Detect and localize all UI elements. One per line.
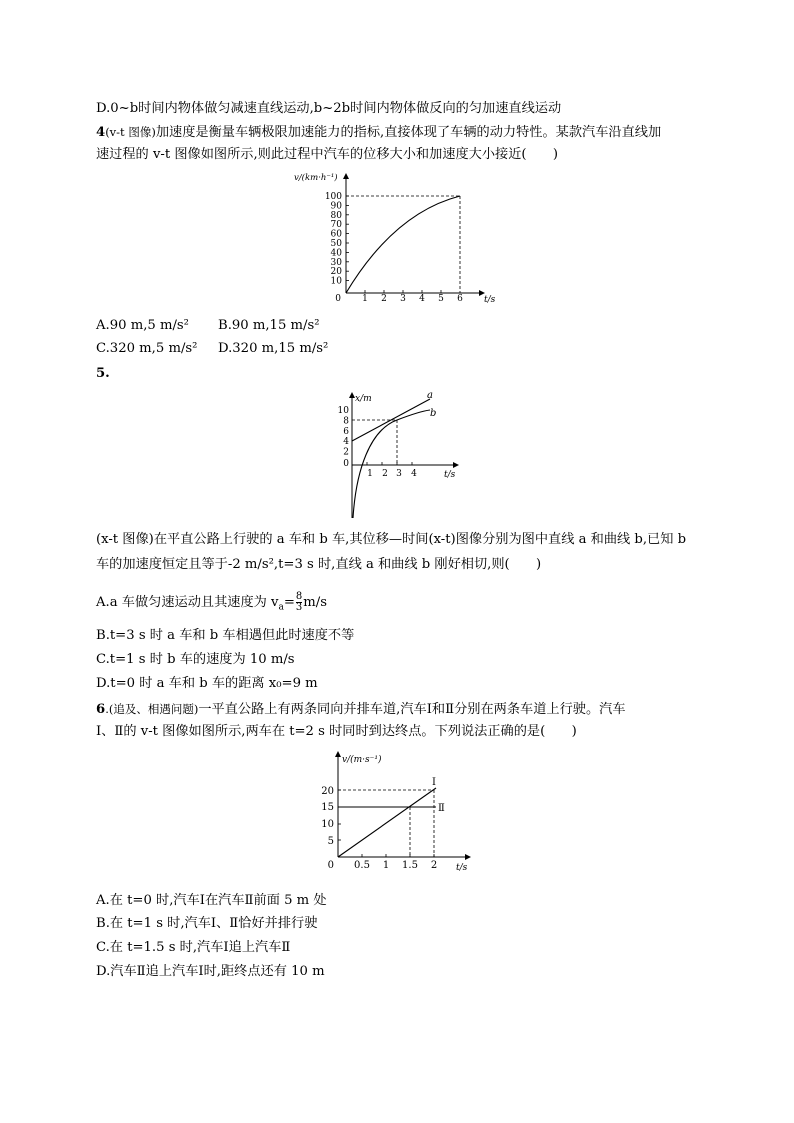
q4-ytick: 50: [330, 239, 342, 249]
q4-options-row2: [96, 339, 328, 359]
q6-stem-line2: Ⅰ、Ⅱ的 v-t 图像如图所示,两车在 t=2 s 时同时到达终点。下列说法正确的是( ): [96, 724, 577, 739]
q5-stem-line1: (x-t 图像)在平直公路上行驶的 a 车和 b 车,其位移—时间(x-t)图像分别为图中直线 a 和曲线 b,已知 b: [96, 532, 687, 547]
q5-ytick: 4: [343, 437, 349, 448]
q4-options-row1: [96, 316, 320, 336]
q5-ytick: 10: [337, 406, 349, 416]
q4-xtick: 4: [419, 294, 425, 304]
q5-yticks: [338, 406, 350, 469]
q5-ytick: 2: [343, 447, 349, 458]
q5-option-c: C.t=1 s 时 b 车的速度为 10 m/s: [96, 652, 295, 667]
q4-option-b: B.90 m,15 m/s²: [218, 318, 320, 333]
q4-origin: 0: [335, 294, 341, 304]
q4-ytick: 60: [330, 229, 342, 240]
q4-ylabel: v/(km·h⁻¹): [294, 173, 338, 183]
q5-option-a-unit: m/s: [303, 595, 328, 610]
q4-ytick: 80: [330, 210, 342, 221]
q4-ytick: 70: [330, 220, 342, 231]
q5-option-a: [96, 592, 327, 618]
q6-tag: .(追及、相遇问题): [105, 702, 199, 716]
q6-vt-chart: [300, 748, 490, 876]
q4-stem-line1: [96, 122, 661, 143]
q4-option-a: A.90 m,5 m/s²: [96, 318, 189, 333]
q5-frac-num: 8: [295, 591, 303, 602]
q6-xtick: 1: [382, 860, 390, 871]
q5-label-a: a: [427, 390, 433, 401]
q4-xtick: 1: [362, 294, 368, 304]
q4-ytick: 20: [330, 267, 342, 278]
q5-xtick: 1: [367, 469, 373, 479]
q4-text1: 加速度是衡量车辆极限加速能力的指标,直接体现了车辆的动力特性。某款汽车沿直线加: [155, 125, 662, 140]
q4-xtick: 6: [457, 294, 463, 304]
q5-option-b: B.t=3 s 时 a 车和 b 车相遇但此时速度不等: [96, 628, 355, 643]
q5-xtick: 3: [396, 469, 402, 479]
q6-ylabel: v/(m·s⁻¹): [342, 755, 382, 765]
q4-ytick: 100: [324, 192, 342, 202]
q4-xtick: 5: [438, 294, 444, 304]
q6-stem-line1: [96, 699, 626, 720]
q5-xt-chart: [330, 390, 470, 525]
q4-xlabel: t/s: [484, 295, 496, 305]
q5-number: 5.: [96, 366, 110, 381]
q4-option-d: D.320 m,15 m/s²: [218, 341, 329, 356]
q6-label-car1: Ⅰ: [432, 777, 436, 788]
q5-option-d: D.t=0 时 a 车和 b 车的距离 x₀=9 m: [96, 676, 318, 691]
q4-ytick: 30: [330, 257, 342, 268]
q4-xticks: [362, 294, 463, 304]
q4-vt-chart: [284, 168, 504, 308]
q5-ylabel: x/m: [355, 394, 372, 404]
q6-xtick: 2: [430, 860, 438, 871]
q4-number: 4: [96, 125, 106, 140]
q6-option-a: A.在 t=0 时,汽车Ⅰ在汽车Ⅱ前面 5 m 处: [96, 893, 327, 908]
q4-ytick: 90: [330, 201, 342, 212]
q5-xlabel: t/s: [444, 470, 456, 480]
q4-option-c: C.320 m,5 m/s²: [96, 341, 198, 356]
q5-option-a-sub: a: [278, 602, 284, 613]
q5-xticks: [367, 469, 417, 479]
q3-option-d: D.0~b时间内物体做匀减速直线运动,b~2b时间内物体做反向的匀加速直线运动: [96, 101, 562, 116]
q5-stem-line2: 车的加速度恒定且等于-2 m/s²,t=3 s 时,直线 a 和曲线 b 刚好相切,则( ): [96, 557, 542, 572]
q4-yticks: [325, 192, 342, 287]
q6-ytick: 10: [321, 819, 334, 830]
q5-curve-b: [353, 410, 430, 518]
q5-ytick: 0: [343, 459, 349, 469]
q6-option-c: C.在 t=1.5 s 时,汽车Ⅰ追上汽车Ⅱ: [96, 940, 291, 955]
q6-text1: 一平直公路上有两条同向并排车道,汽车Ⅰ和Ⅱ分别在两条车道上行驶。汽车: [198, 702, 626, 717]
q6-ytick: 5: [327, 836, 334, 847]
q6-option-d: D.汽车Ⅱ追上汽车Ⅰ时,距终点还有 10 m: [96, 964, 325, 979]
q5-label-b: b: [430, 408, 437, 419]
q5-ytick: 6: [343, 426, 349, 437]
q4-ytick: 10: [330, 276, 342, 287]
q6-ytick: 15: [321, 802, 334, 813]
q6-xlabel: t/s: [456, 863, 468, 873]
q5-ytick: 8: [343, 416, 349, 427]
q6-ytick: 20: [321, 786, 334, 797]
q4-curve: [346, 196, 460, 293]
q6-origin: 0: [327, 860, 334, 871]
q5-xtick: 2: [382, 469, 388, 479]
q4-tag: (v-t 图像): [105, 125, 156, 139]
q5-xtick: 4: [411, 469, 417, 479]
q5-option-a-eq: =: [283, 595, 295, 610]
q6-yticks: [321, 786, 334, 847]
q6-option-b: B.在 t=1 s 时,汽车Ⅰ、Ⅱ恰好并排行驶: [96, 916, 318, 931]
q5-frac-den: 3: [295, 602, 303, 613]
q5-option-a-fraction: [296, 592, 302, 613]
q4-xtick: 2: [381, 294, 387, 304]
q4-ytick: 40: [330, 248, 342, 259]
q6-line-car1: [338, 788, 436, 857]
q4-stem-line2: 速过程的 v-t 图像如图所示,则此过程中汽车的位移大小和加速度大小接近( ): [96, 147, 559, 162]
q6-xticks: [354, 860, 437, 871]
q4-xtick: 3: [400, 294, 406, 304]
q6-number: 6: [96, 702, 106, 717]
q5-option-a-text: A.a 车做匀速运动且其速度为 v: [96, 595, 279, 610]
q6-label-car2: Ⅱ: [438, 803, 445, 814]
q6-xtick: 0.5: [354, 860, 370, 871]
q6-xtick: 1.5: [402, 860, 418, 871]
